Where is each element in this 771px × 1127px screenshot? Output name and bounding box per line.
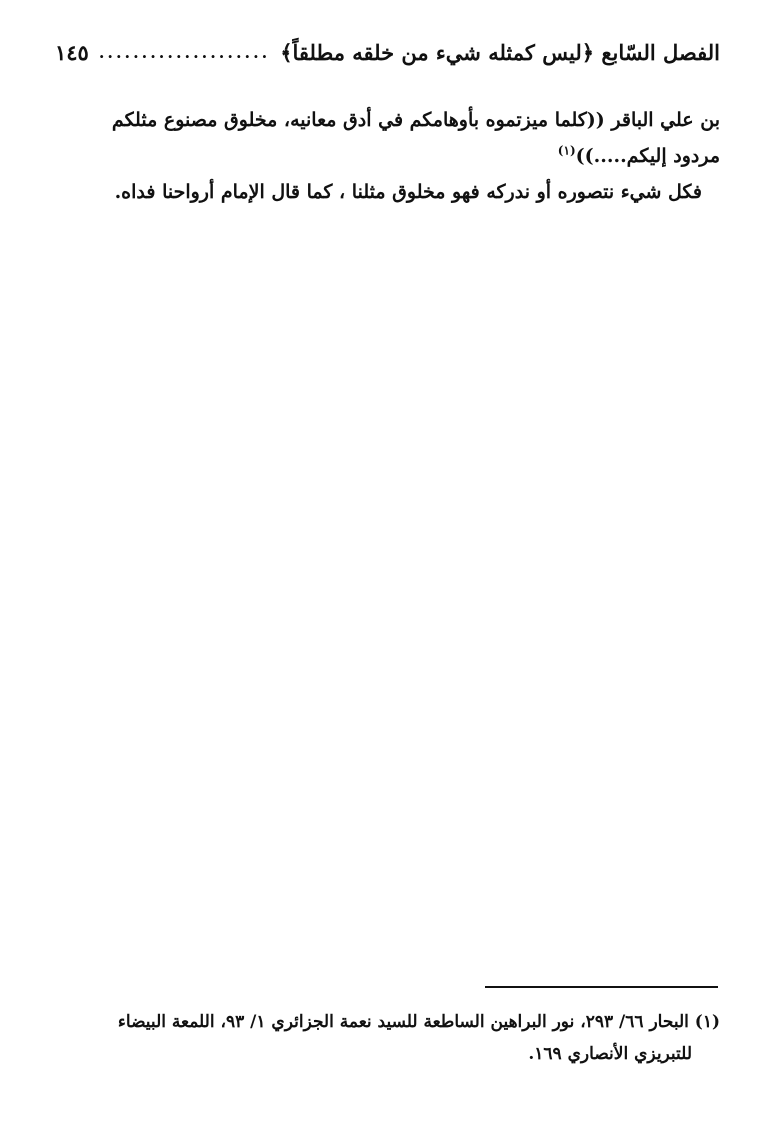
paragraph-1-line-1: بن علي الباقر ((كلما ميزتموه بأوهامكم في أدق معانيه، مخلوق مصنوع مثلكم (111, 109, 720, 131)
footnote-line-2: للتبريزي الأنصاري ١٦٩. (528, 1044, 692, 1064)
paragraph-1 (48, 102, 720, 174)
footnote-line-1: (١) البحار ٦٦/ ٢٩٣، نور البراهين الساطعة للسيد نعمة الجزائري ١/ ٩٣، اللمعة البيضاء (117, 1012, 720, 1032)
main-text (48, 102, 720, 210)
footnote (50, 1006, 720, 1070)
paragraph-1-line-2: مردود إليكم.....)) (575, 145, 720, 167)
footnote-divider (485, 986, 718, 988)
running-header (55, 32, 720, 72)
footnote-reference: (١) (557, 143, 576, 158)
leader-dots: .................... (98, 42, 271, 62)
chapter-title: الفصل السّابع ﴿ليس كمثله شيء من خلقه مطلقاً﴾ (280, 39, 720, 65)
paragraph-2: فكل شيء نتصوره أو ندركه فهو مخلوق مثلنا ، كما قال الإمام أرواحنا فداه. (114, 181, 702, 203)
page-number: ١٤٥ (55, 39, 89, 65)
